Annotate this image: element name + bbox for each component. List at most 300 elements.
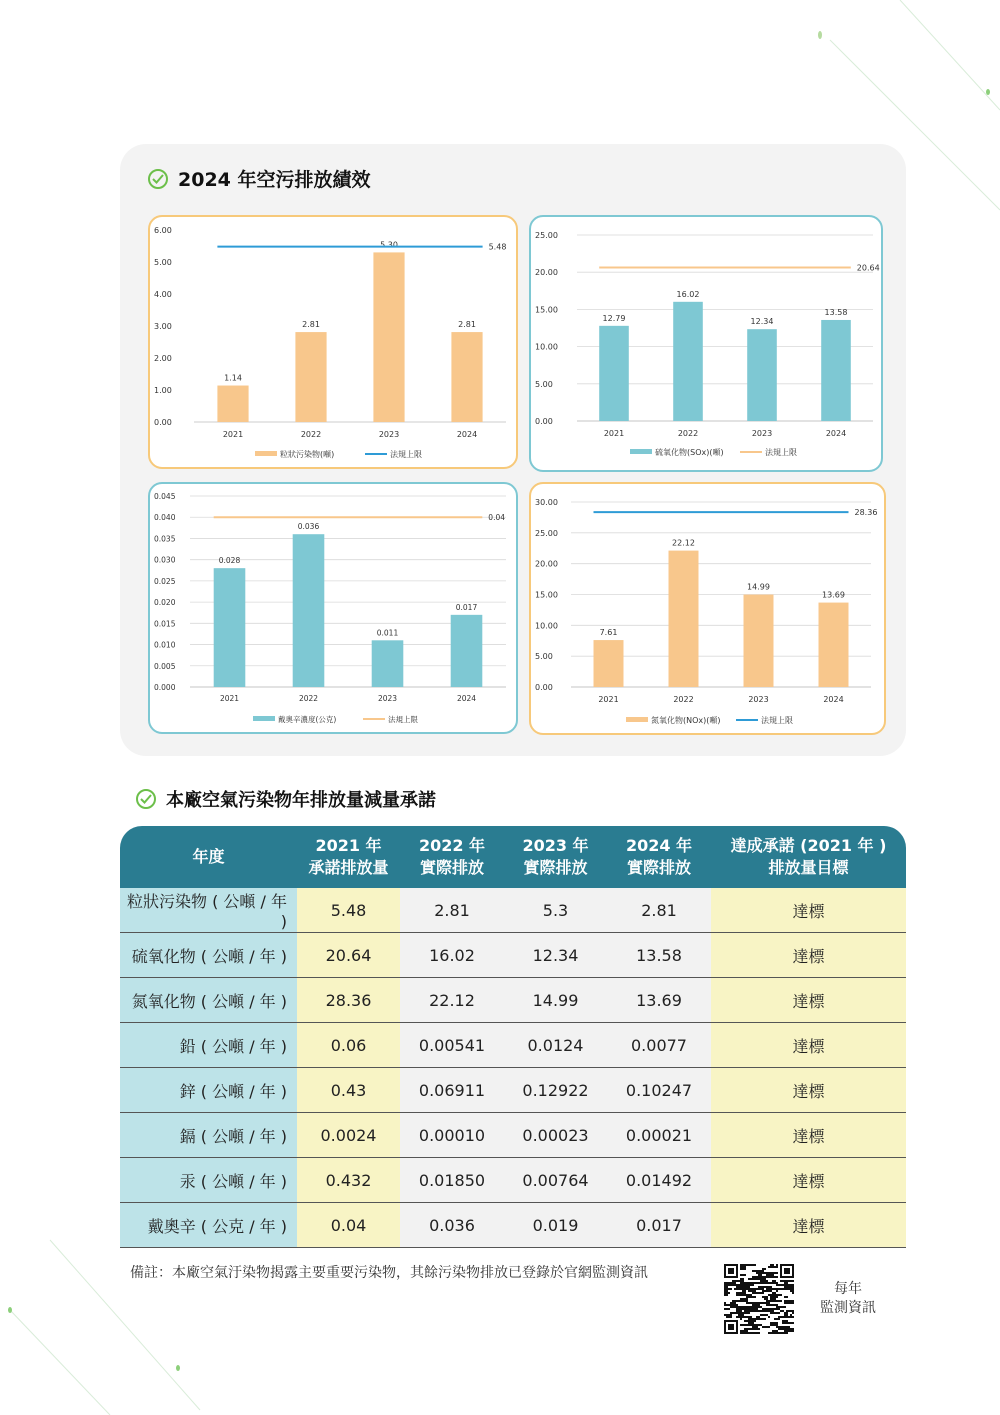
limit-data-label: 28.36 <box>854 508 878 518</box>
qr-module <box>760 1314 762 1316</box>
qr-module <box>740 1300 742 1302</box>
header-2022: 2022 年 實際排放 <box>400 826 504 888</box>
x-tick-label: 2021 <box>603 429 625 438</box>
qr-module <box>762 1302 764 1304</box>
qr-module <box>768 1282 770 1284</box>
qr-module <box>784 1286 786 1288</box>
qr-module <box>772 1312 774 1314</box>
qr-module <box>724 1294 726 1296</box>
qr-module <box>748 1306 750 1308</box>
table-cell: 0.0024 <box>297 1113 400 1158</box>
qr-module <box>746 1296 748 1298</box>
bar-data-label: 12.34 <box>750 317 774 327</box>
check-circle-icon <box>136 789 156 809</box>
qr-module <box>724 1288 726 1290</box>
y-tick-label: 10.00 <box>535 342 558 352</box>
qr-module <box>742 1294 744 1296</box>
qr-module <box>770 1282 772 1284</box>
qr-module <box>760 1318 762 1320</box>
bar-data-label: 7.61 <box>599 628 618 638</box>
row-label: 鉛 ( 公噸 / 年 ) <box>120 1023 297 1068</box>
qr-module <box>752 1302 754 1304</box>
qr-module <box>752 1282 754 1284</box>
qr-module <box>730 1282 732 1284</box>
qr-module <box>756 1282 758 1284</box>
qr-module <box>772 1304 774 1306</box>
qr-module <box>750 1288 752 1290</box>
table-cell: 12.34 <box>504 933 607 978</box>
qr-module <box>774 1330 776 1332</box>
qr-module <box>754 1288 756 1290</box>
bar <box>669 551 699 687</box>
qr-module <box>744 1324 746 1326</box>
qr-module <box>724 1302 726 1304</box>
qr-module <box>730 1302 732 1304</box>
qr-module <box>784 1284 786 1286</box>
x-tick-label: 2022 <box>298 694 319 703</box>
qr-module <box>728 1288 730 1290</box>
qr-module <box>754 1290 756 1292</box>
qr-module <box>728 1304 730 1306</box>
qr-module <box>756 1272 758 1274</box>
table-row <box>120 978 906 1023</box>
qr-module <box>774 1332 776 1334</box>
qr-module <box>790 1288 792 1290</box>
qr-module <box>740 1278 742 1280</box>
qr-module <box>768 1272 770 1274</box>
qr-module <box>758 1306 760 1308</box>
qr-module <box>734 1280 736 1282</box>
qr-module <box>750 1264 752 1266</box>
qr-module <box>774 1318 776 1320</box>
table-cell: 0.00023 <box>504 1113 607 1158</box>
x-tick-label: 2024 <box>456 430 478 439</box>
qr-module <box>744 1332 746 1334</box>
table-row <box>120 1158 906 1203</box>
qr-finder <box>728 1268 734 1274</box>
qr-module <box>756 1276 758 1278</box>
qr-module <box>768 1286 770 1288</box>
qr-module <box>740 1312 742 1314</box>
qr-module <box>768 1300 770 1302</box>
chart-dioxin <box>148 482 518 734</box>
qr-module <box>770 1286 772 1288</box>
qr-module <box>788 1286 790 1288</box>
qr-module <box>780 1300 782 1302</box>
qr-module <box>784 1302 786 1304</box>
qr-module <box>756 1326 758 1328</box>
qr-module <box>760 1280 762 1282</box>
qr-module <box>784 1306 786 1308</box>
qr-module <box>740 1308 742 1310</box>
bar <box>451 332 482 422</box>
qr-module <box>728 1314 730 1316</box>
qr-module <box>764 1286 766 1288</box>
qr-module <box>762 1296 764 1298</box>
qr-module <box>762 1292 764 1294</box>
qr-module <box>746 1308 748 1310</box>
bar-data-label: 0.017 <box>455 602 478 612</box>
qr-module <box>784 1322 786 1324</box>
qr-module <box>770 1298 772 1300</box>
qr-module <box>780 1306 782 1308</box>
qr-module <box>778 1308 780 1310</box>
qr-module <box>788 1288 790 1290</box>
table-cell: 16.02 <box>400 933 504 978</box>
qr-module <box>770 1300 772 1302</box>
x-tick-label: 2022 <box>673 695 694 704</box>
qr-module <box>772 1274 774 1276</box>
qr-module <box>758 1270 760 1272</box>
qr-module <box>756 1332 758 1334</box>
bar <box>599 326 629 421</box>
qr-module <box>772 1308 774 1310</box>
y-tick-label: 20.00 <box>535 268 558 278</box>
qr-module <box>766 1272 768 1274</box>
y-tick-label: 0.010 <box>154 640 176 650</box>
commitment-title-text: 本廠空氣污染物年排放量減量承諾 <box>166 790 436 811</box>
qr-module <box>754 1306 756 1308</box>
table-cell: 5.48 <box>297 888 400 933</box>
header-target: 達成承諾 (2021 年 ) 排放量目標 <box>711 826 906 888</box>
qr-module <box>744 1300 746 1302</box>
qr-module <box>768 1304 770 1306</box>
y-tick-label: 5.00 <box>535 652 553 662</box>
qr-label-line1: 每年 <box>834 1281 862 1297</box>
qr-module <box>778 1294 780 1296</box>
qr-module <box>736 1316 738 1318</box>
qr-module <box>774 1312 776 1314</box>
qr-module <box>768 1274 770 1276</box>
qr-module <box>790 1330 792 1332</box>
x-tick-label: 2022 <box>677 429 699 438</box>
qr-module <box>754 1278 756 1280</box>
qr-module <box>782 1320 784 1322</box>
qr-module <box>790 1280 792 1282</box>
qr-module <box>750 1278 752 1280</box>
qr-module <box>754 1270 756 1272</box>
qr-module <box>752 1324 754 1326</box>
table-cell: 2.81 <box>607 888 711 933</box>
qr-module <box>748 1310 750 1312</box>
y-tick-label: 0.040 <box>154 513 176 523</box>
qr-module <box>746 1306 748 1308</box>
qr-module <box>784 1300 786 1302</box>
bar-data-label: 12.79 <box>602 313 626 323</box>
qr-module <box>746 1300 748 1302</box>
qr-module <box>740 1332 742 1334</box>
table-cell: 達標 <box>711 933 906 978</box>
legend-swatch <box>253 716 275 721</box>
qr-module <box>792 1280 794 1282</box>
y-tick-label: 30.00 <box>535 498 558 507</box>
table-cell: 0.0077 <box>607 1023 711 1068</box>
qr-module <box>774 1280 776 1282</box>
qr-module <box>748 1312 750 1314</box>
qr-module <box>758 1332 760 1334</box>
qr-module <box>770 1332 772 1334</box>
qr-module <box>760 1276 762 1278</box>
bar <box>673 302 703 421</box>
qr-module <box>766 1302 768 1304</box>
y-tick-label: 25.00 <box>535 231 558 240</box>
performance-title-text: 2024 年空污排放績效 <box>178 169 371 191</box>
x-tick-label: 2023 <box>377 694 398 703</box>
qr-module <box>740 1310 742 1312</box>
row-label: 鎘 ( 公噸 / 年 ) <box>120 1113 297 1158</box>
qr-module <box>760 1310 762 1312</box>
qr-module <box>770 1322 772 1324</box>
qr-module <box>748 1324 750 1326</box>
qr-module <box>768 1294 770 1296</box>
qr-module <box>736 1294 738 1296</box>
qr-module <box>790 1314 792 1316</box>
qr-module <box>774 1282 776 1284</box>
qr-module <box>732 1282 734 1284</box>
qr-module <box>782 1288 784 1290</box>
bar-data-label: 2.81 <box>458 320 476 330</box>
qr-module <box>748 1286 750 1288</box>
chart-nox-svg <box>531 484 888 737</box>
qr-module <box>760 1278 762 1280</box>
qr-module <box>746 1310 748 1312</box>
qr-module <box>772 1292 774 1294</box>
qr-module <box>760 1292 762 1294</box>
qr-module <box>748 1288 750 1290</box>
qr-module <box>752 1328 754 1330</box>
qr-module <box>778 1288 780 1290</box>
qr-module <box>754 1264 756 1266</box>
table-cell: 22.12 <box>400 978 504 1023</box>
qr-module <box>748 1318 750 1320</box>
qr-module <box>758 1292 760 1294</box>
qr-module <box>734 1312 736 1314</box>
qr-module <box>770 1310 772 1312</box>
qr-module <box>738 1294 740 1296</box>
qr-module <box>746 1294 748 1296</box>
y-tick-label: 0.00 <box>154 418 172 427</box>
qr-module <box>754 1310 756 1312</box>
qr-module <box>746 1328 748 1330</box>
table-row <box>120 1023 906 1068</box>
table-cell: 達標 <box>711 1158 906 1203</box>
qr-module <box>778 1300 780 1302</box>
qr-module <box>772 1264 774 1266</box>
row-label: 氮氧化物 ( 公噸 / 年 ) <box>120 978 297 1023</box>
qr-module <box>750 1324 752 1326</box>
qr-module <box>786 1296 788 1298</box>
qr-module <box>742 1288 744 1290</box>
qr-module <box>742 1324 744 1326</box>
qr-module <box>776 1326 778 1328</box>
qr-module <box>762 1280 764 1282</box>
qr-module <box>752 1308 754 1310</box>
qr-module <box>724 1282 726 1284</box>
qr-module <box>746 1320 748 1322</box>
y-tick-label: 0.000 <box>154 683 176 692</box>
qr-module <box>758 1282 760 1284</box>
qr-module <box>780 1280 782 1282</box>
row-label: 汞 ( 公噸 / 年 ) <box>120 1158 297 1203</box>
qr-module <box>766 1276 768 1278</box>
qr-module <box>768 1310 770 1312</box>
qr-module <box>782 1316 784 1318</box>
x-tick-label: 2021 <box>222 430 244 439</box>
qr-module <box>768 1290 770 1292</box>
qr-module <box>736 1306 738 1308</box>
qr-module <box>742 1298 744 1300</box>
qr-module <box>788 1322 790 1324</box>
qr-module <box>752 1270 754 1272</box>
qr-module <box>742 1278 744 1280</box>
qr-module <box>750 1322 752 1324</box>
table-cell: 28.36 <box>297 978 400 1023</box>
qr-module <box>746 1298 748 1300</box>
qr-module <box>754 1320 756 1322</box>
qr-module <box>734 1306 736 1308</box>
bar-data-label: 14.99 <box>747 582 770 592</box>
header-2024: 2024 年 實際排放 <box>607 826 711 888</box>
qr-module <box>772 1272 774 1274</box>
legend-label: 戴奧辛濃度(公克) <box>278 715 337 724</box>
qr-module <box>756 1318 758 1320</box>
legend-label: 氮氧化物(NOx)(噸) <box>651 716 721 725</box>
qr-module <box>744 1308 746 1310</box>
qr-module <box>748 1308 750 1310</box>
table-cell: 0.06911 <box>400 1068 504 1113</box>
qr-module <box>772 1282 774 1284</box>
qr-module <box>766 1286 768 1288</box>
table-cell: 13.69 <box>607 978 711 1023</box>
qr-module <box>740 1284 742 1286</box>
qr-module <box>742 1280 744 1282</box>
qr-module <box>786 1282 788 1284</box>
qr-module <box>746 1282 748 1284</box>
qr-module <box>744 1316 746 1318</box>
qr-module <box>742 1268 744 1270</box>
qr-module <box>740 1318 742 1320</box>
qr-module <box>772 1300 774 1302</box>
qr-module <box>788 1280 790 1282</box>
qr-module <box>770 1296 772 1298</box>
qr-module <box>772 1296 774 1298</box>
qr-module <box>758 1286 760 1288</box>
qr-module <box>784 1280 786 1282</box>
qr-module <box>772 1280 774 1282</box>
qr-module <box>750 1310 752 1312</box>
qr-module <box>744 1310 746 1312</box>
qr-module <box>788 1316 790 1318</box>
qr-module <box>778 1328 780 1330</box>
qr-module <box>730 1284 732 1286</box>
qr-module <box>774 1276 776 1278</box>
qr-module <box>764 1276 766 1278</box>
qr-module <box>778 1316 780 1318</box>
qr-module <box>754 1304 756 1306</box>
qr-module <box>790 1284 792 1286</box>
qr-module <box>732 1300 734 1302</box>
qr-module <box>754 1308 756 1310</box>
qr-module <box>764 1280 766 1282</box>
qr-module <box>742 1282 744 1284</box>
chart-particulate-svg <box>150 217 520 471</box>
qr-module <box>742 1284 744 1286</box>
qr-module <box>752 1264 754 1266</box>
qr-module <box>744 1328 746 1330</box>
table-cell: 0.0124 <box>504 1023 607 1068</box>
qr-module <box>760 1274 762 1276</box>
qr-module <box>768 1266 770 1268</box>
qr-module <box>756 1302 758 1304</box>
qr-module <box>774 1324 776 1326</box>
qr-module <box>744 1306 746 1308</box>
qr-module <box>732 1312 734 1314</box>
x-tick-label: 2023 <box>378 430 400 439</box>
y-tick-label: 0.015 <box>154 619 176 629</box>
qr-module <box>734 1304 736 1306</box>
qr-module <box>758 1316 760 1318</box>
qr-module <box>748 1278 750 1280</box>
qr-module <box>730 1306 732 1308</box>
y-tick-label: 0.005 <box>154 661 176 671</box>
qr-module <box>786 1288 788 1290</box>
qr-module <box>770 1308 772 1310</box>
qr-module <box>778 1306 780 1308</box>
qr-module <box>750 1320 752 1322</box>
qr-module <box>724 1290 726 1292</box>
qr-module <box>738 1312 740 1314</box>
qr-module <box>752 1318 754 1320</box>
qr-module <box>784 1332 786 1334</box>
qr-module <box>772 1294 774 1296</box>
qr-module <box>744 1282 746 1284</box>
qr-module <box>744 1320 746 1322</box>
qr-module <box>732 1304 734 1306</box>
bar <box>744 595 774 687</box>
qr-module <box>752 1290 754 1292</box>
qr-module <box>776 1318 778 1320</box>
qr-module <box>774 1272 776 1274</box>
qr-module <box>748 1302 750 1304</box>
qr-module <box>754 1324 756 1326</box>
qr-code-icon[interactable] <box>722 1262 796 1336</box>
qr-module <box>736 1288 738 1290</box>
qr-module <box>776 1266 778 1268</box>
qr-module <box>792 1316 794 1318</box>
qr-module <box>788 1330 790 1332</box>
qr-module <box>784 1320 786 1322</box>
qr-module <box>742 1264 744 1266</box>
qr-finder <box>728 1324 734 1330</box>
table-cell: 0.10247 <box>607 1068 711 1113</box>
qr-module <box>776 1282 778 1284</box>
legend-label: 法規上限 <box>765 448 797 457</box>
qr-module <box>736 1312 738 1314</box>
qr-module <box>738 1284 740 1286</box>
table-cell: 0.06 <box>297 1023 400 1068</box>
x-tick-label: 2024 <box>825 429 847 438</box>
table-cell: 0.12922 <box>504 1068 607 1113</box>
qr-module <box>788 1328 790 1330</box>
qr-module <box>728 1308 730 1310</box>
qr-module <box>758 1274 760 1276</box>
qr-module <box>752 1304 754 1306</box>
qr-module <box>740 1294 742 1296</box>
qr-module <box>760 1282 762 1284</box>
table-cell: 0.036 <box>400 1203 504 1248</box>
qr-module <box>742 1274 744 1276</box>
qr-module <box>788 1302 790 1304</box>
